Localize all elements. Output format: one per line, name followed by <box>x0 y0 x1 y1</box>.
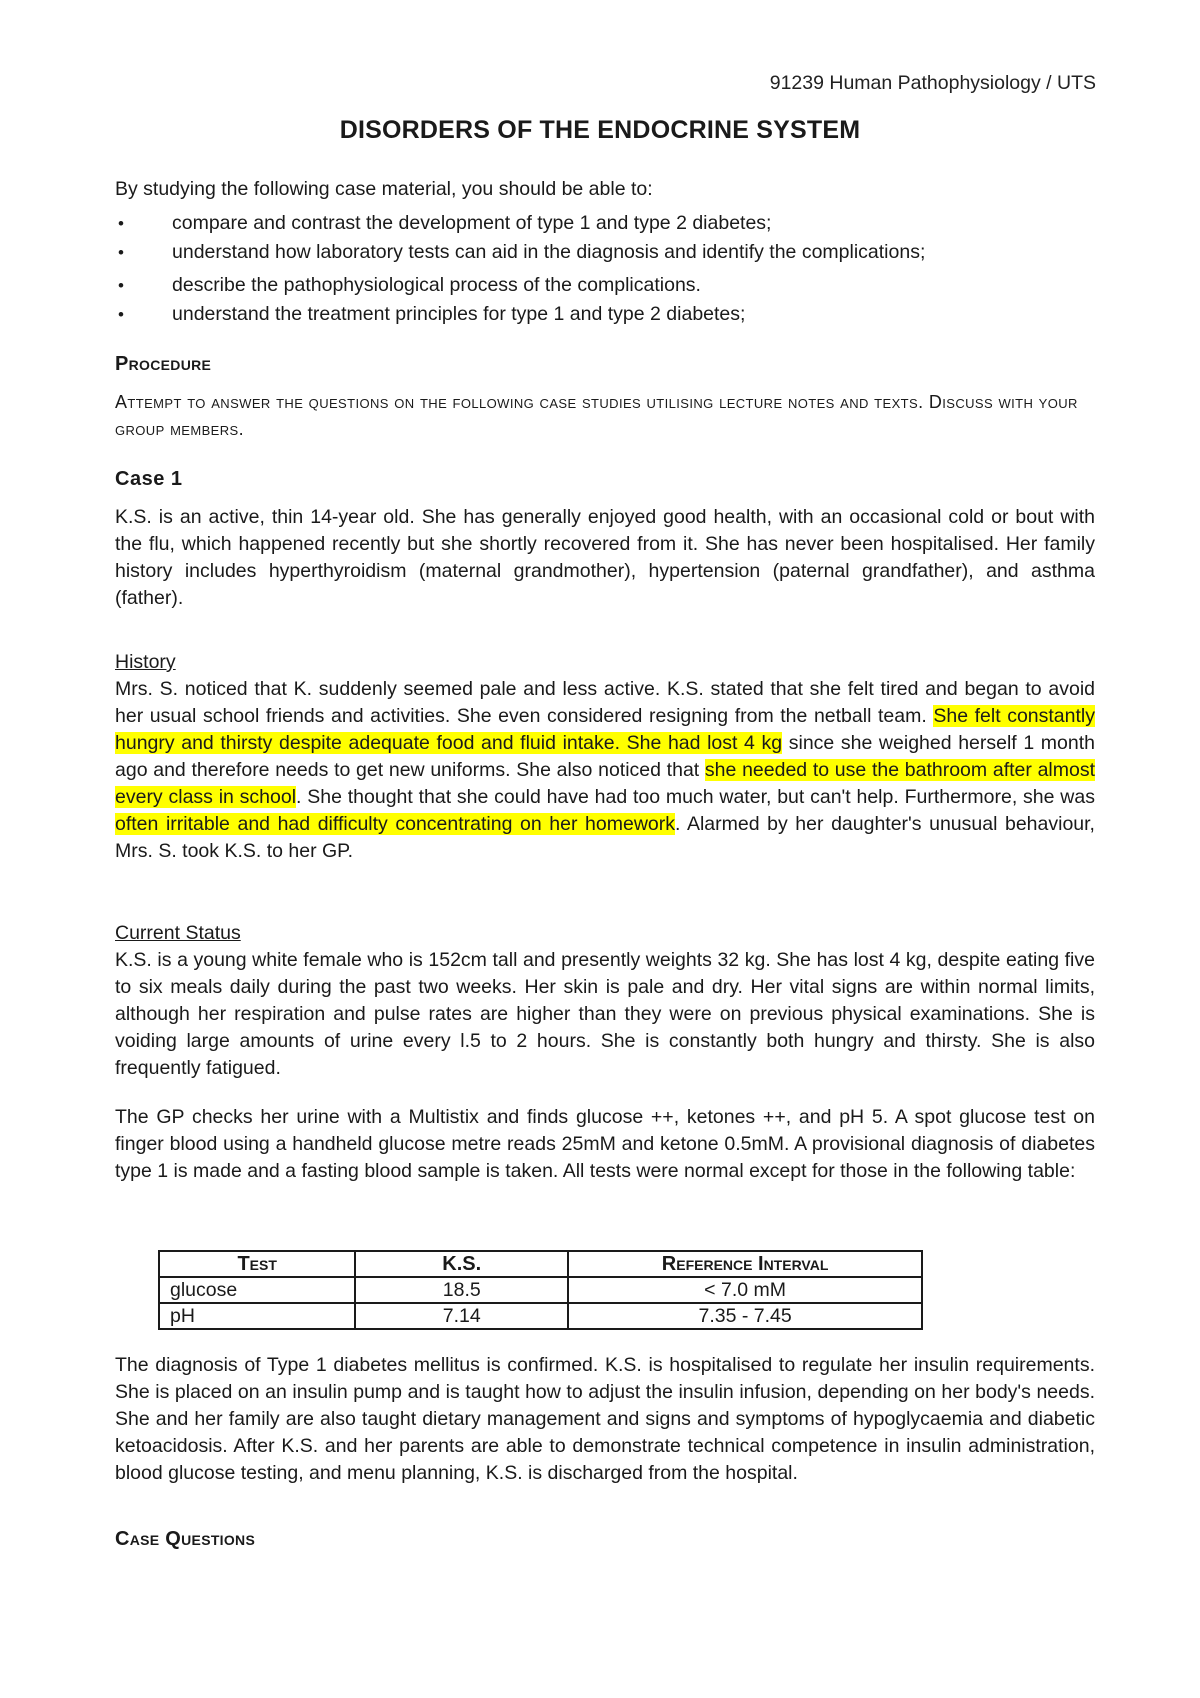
procedure-heading: Procedure <box>115 353 212 375</box>
highlighted-text: often irritable and had difficulty concentrating on her homework <box>115 813 676 835</box>
history-text: . Alarmed by her daughter's unusual behaviour, Mrs. S. took K.S. to her GP. <box>115 813 1095 862</box>
highlighted-text: She felt constantly hungry and thirsty despite adequate food and fluid intake. She had lost 4 kg <box>115 705 1096 754</box>
gp-findings-paragraph: The GP checks her urine with a Multistix and finds glucose ++, ketones ++, and pH 5. A spot glucose test on finger blood using a handheld glucose metre reads 25mM and ketone 0.5mM. A provisional diagnosis of diabetes type 1 is made and a fasting blood sample is taken. All tests were normal except for those in the following table: <box>115 1106 1095 1182</box>
case-questions-heading: Case Questions <box>115 1528 256 1550</box>
column-header: K.S. <box>355 1251 568 1277</box>
current-status-heading: Current Status <box>115 922 241 944</box>
diagnosis-paragraph: The diagnosis of Type 1 diabetes mellitus is confirmed. K.S. is hospitalised to regulate her insulin requirements. She is placed on an insulin pump and is taught how to adjust the insulin infusion, depending on her body's needs. She and her family are also taught dietary management and signs and symptoms of hypoglycaemia and diabetic ketoacidosis. After K.S. and her parents are able to demonstrate technical competence in insulin administration, blood glucose testing, and menu planning, K.S. is discharged from the hospital. <box>115 1354 1095 1484</box>
procedure-text: Attempt to answer the questions on the following case studies utilising lecture notes and texts. Discuss with your group members. <box>115 392 1078 439</box>
highlighted-text: she needed to use the bathroom after almost every class in school <box>115 759 1096 808</box>
page-title: DISORDERS OF THE ENDOCRINE SYSTEM <box>339 116 861 144</box>
history-paragraph <box>115 676 1095 865</box>
table-cell: glucose <box>159 1277 355 1303</box>
list-item: • understand how laboratory tests can aid in the diagnosis and identify the complications; <box>115 239 1095 268</box>
intro-text: By studying the following case material, you should be able to: <box>115 178 653 200</box>
table-row <box>159 1277 922 1303</box>
history-heading: History <box>115 651 176 673</box>
column-header: Test <box>159 1251 355 1277</box>
case-intro-paragraph: K.S. is an active, thin 14-year old. She has generally enjoyed good health, with an occasional cold or bout with the flu, which happened recently but she shortly recovered from it. She has never been hospitalised. Her family history includes hyperthyroidism (maternal grandmother), hypertension (paternal grandfather), and asthma (father). <box>115 506 1095 609</box>
list-item: • understand the treatment principles for type 1 and type 2 diabetes; <box>115 301 1095 330</box>
table-cell: 7.14 <box>355 1303 568 1329</box>
list-item: • describe the pathophysiological process of the complications. <box>115 272 1095 301</box>
history-text: . She thought that she could have had too much water, but can't help. Furthermore, she was <box>296 786 1095 808</box>
course-header: 91239 Human Pathophysiology / UTS <box>769 72 1096 94</box>
table-cell: < 7.0 mM <box>568 1277 922 1303</box>
history-text: Mrs. S. noticed that K. suddenly seemed pale and less active. K.S. stated that she felt tired and began to avoid her usual school friends and activities. She even considered resigning from the netball team. <box>115 678 1095 727</box>
objectives-list <box>115 210 1095 330</box>
column-header: Reference Interval <box>568 1251 922 1277</box>
list-item: • compare and contrast the development of type 1 and type 2 diabetes; <box>115 210 1095 239</box>
lab-results-table <box>158 1250 923 1330</box>
table-row <box>159 1303 922 1329</box>
table-cell: pH <box>159 1303 355 1329</box>
table-cell: 7.35 - 7.45 <box>568 1303 922 1329</box>
table-header-row <box>159 1251 922 1277</box>
history-text: since she weighed herself 1 month ago and therefore needs to get new uniforms. She also noticed that <box>115 732 1095 781</box>
case-heading: Case 1 <box>115 468 183 490</box>
current-status-paragraph: K.S. is a young white female who is 152cm tall and presently weights 32 kg. She has lost 4 kg, despite eating five to six meals daily during the past two weeks. Her skin is pale and dry. Her vital signs are within normal limits, although her respiration and pulse rates are higher than they were on previous physical examinations. She is voiding large amounts of urine every l.5 to 2 hours. She is constantly both hungry and thirsty. She is also frequently fatigued. <box>115 949 1095 1079</box>
table-cell: 18.5 <box>355 1277 568 1303</box>
